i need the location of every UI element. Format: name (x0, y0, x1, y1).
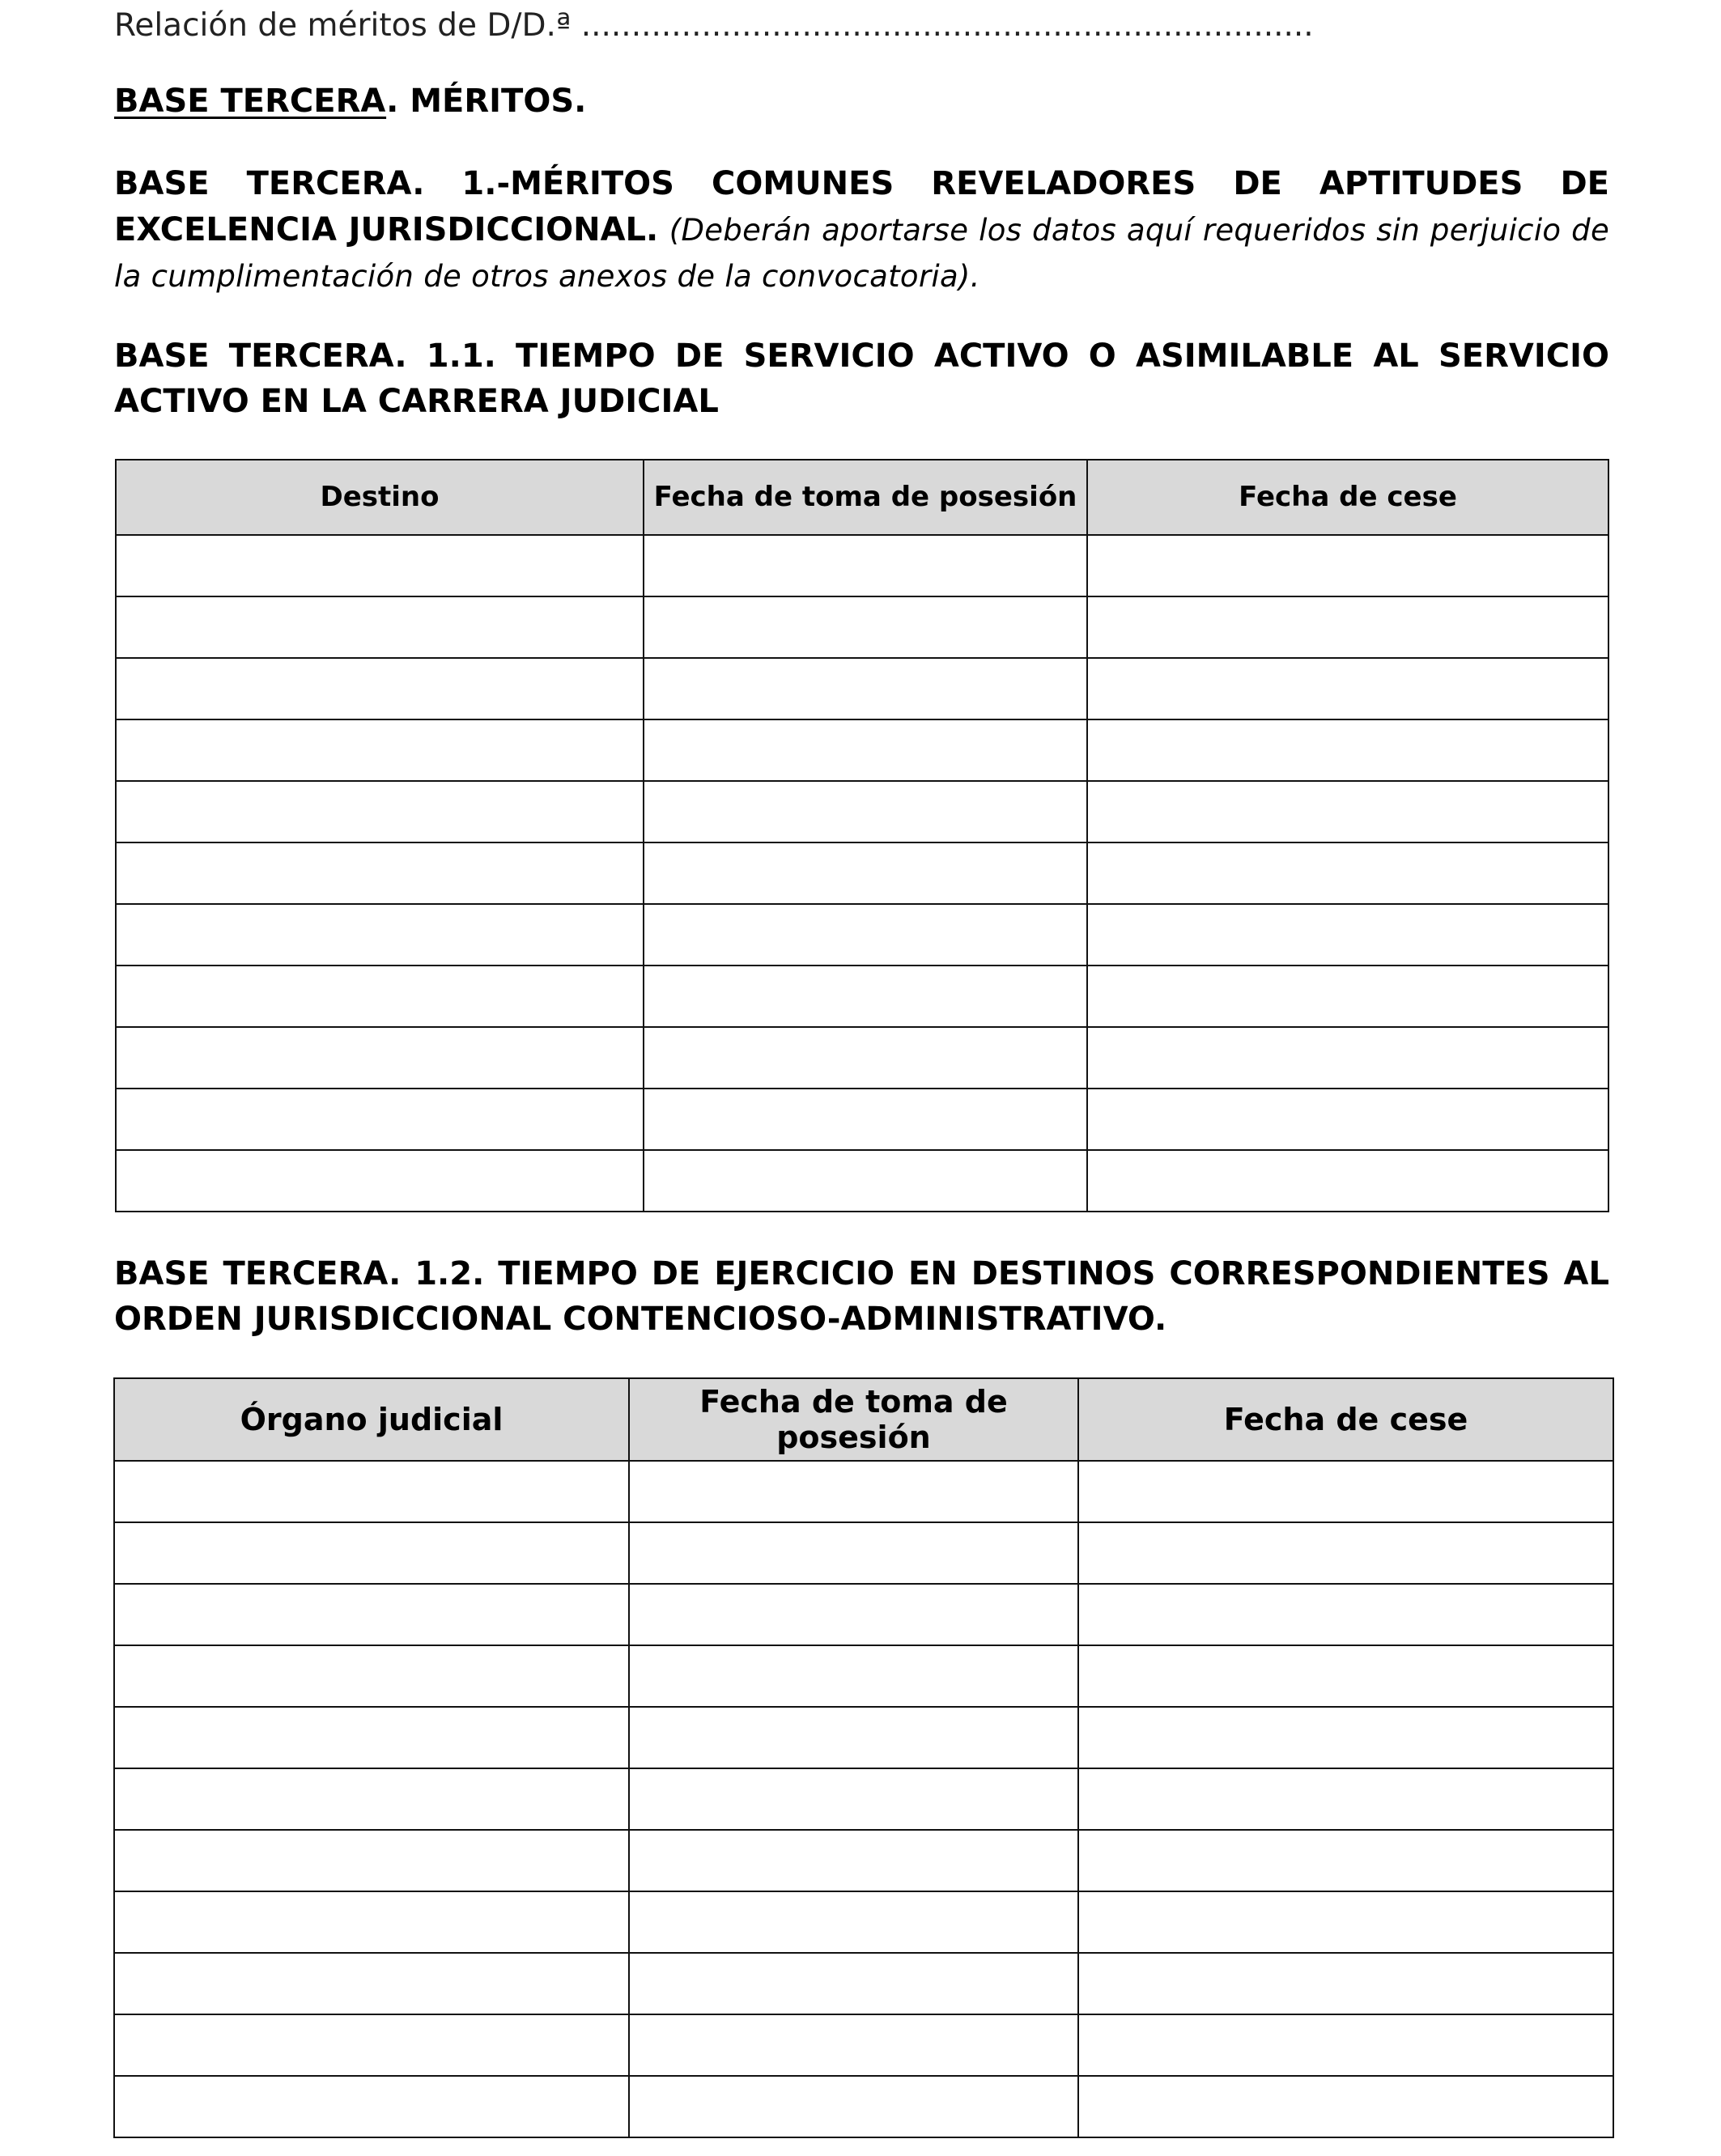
cell-fecha-cese[interactable] (1087, 781, 1608, 842)
cell-destino[interactable] (116, 1150, 644, 1212)
cell-fecha-cese[interactable] (1078, 1891, 1613, 1953)
cell-fecha-toma-posesion[interactable] (629, 1953, 1078, 2014)
cell-fecha-toma-posesion[interactable] (644, 966, 1087, 1027)
cell-fecha-cese[interactable] (1078, 1645, 1613, 1707)
cell-fecha-cese[interactable] (1087, 596, 1608, 658)
table-row (114, 1522, 1613, 1584)
cell-fecha-toma-posesion[interactable] (644, 658, 1087, 719)
table-row (116, 1150, 1608, 1212)
cell-fecha-cese[interactable] (1087, 1150, 1608, 1212)
cell-destino[interactable] (116, 535, 644, 596)
table-row (114, 1830, 1613, 1891)
table-header-row (116, 460, 1608, 535)
cell-fecha-toma-posesion[interactable] (644, 781, 1087, 842)
table-row (114, 1461, 1613, 1522)
cell-fecha-toma-posesion[interactable] (644, 1089, 1087, 1150)
cell-fecha-cese[interactable] (1078, 1707, 1613, 1768)
cell-fecha-cese[interactable] (1078, 1522, 1613, 1584)
table-row (114, 2076, 1613, 2137)
table-row (116, 1089, 1608, 1150)
cell-fecha-toma-posesion[interactable] (629, 1707, 1078, 1768)
cell-fecha-cese[interactable] (1087, 842, 1608, 904)
col-header-fecha-cese: Fecha de cese (1087, 460, 1608, 535)
table-header-row (114, 1378, 1613, 1461)
col-header-destino: Destino (116, 460, 644, 535)
cell-organo-judicial[interactable] (114, 1891, 629, 1953)
cell-fecha-toma-posesion[interactable] (629, 1584, 1078, 1645)
cell-fecha-toma-posesion[interactable] (629, 1830, 1078, 1891)
cell-organo-judicial[interactable] (114, 2014, 629, 2076)
cell-fecha-toma-posesion[interactable] (644, 719, 1087, 781)
table-row (116, 719, 1608, 781)
cell-destino[interactable] (116, 781, 644, 842)
cell-fecha-cese[interactable] (1078, 1953, 1613, 2014)
cell-destino[interactable] (116, 596, 644, 658)
cell-fecha-toma-posesion[interactable] (644, 904, 1087, 966)
relacion-meritos-line: Relación de méritos de D/D.ª ......................................................................... (114, 7, 1314, 44)
table-tiempo-servicio (115, 459, 1609, 1212)
col-header-fecha-toma-posesion: Fecha de toma de posesión (629, 1378, 1078, 1461)
section-1-1-heading: BASE TERCERA. 1.1. TIEMPO DE SERVICIO ACTIVO O ASIMILABLE AL SERVICIO ACTIVO EN LA CARRERA JUDICIAL (114, 337, 1609, 420)
col-header-organo-judicial: Órgano judicial (114, 1378, 629, 1461)
cell-destino[interactable] (116, 842, 644, 904)
table-row (114, 1768, 1613, 1830)
table-row (116, 842, 1608, 904)
cell-fecha-toma-posesion[interactable] (629, 1645, 1078, 1707)
cell-fecha-cese[interactable] (1078, 1768, 1613, 1830)
cell-fecha-cese[interactable] (1078, 2014, 1613, 2076)
table-row (116, 658, 1608, 719)
section-1-2-heading: BASE TERCERA. 1.2. TIEMPO DE EJERCICIO EN DESTINOS CORRESPONDIENTES AL ORDEN JURISDICCIONAL CONTENCIOSO-ADMINISTRATIVO. (114, 1255, 1609, 1338)
cell-destino[interactable] (116, 658, 644, 719)
table-row (114, 1584, 1613, 1645)
table-row (114, 1953, 1613, 2014)
cell-fecha-toma-posesion[interactable] (629, 2014, 1078, 2076)
table-row (114, 1891, 1613, 1953)
table-row (114, 1645, 1613, 1707)
table-row (116, 904, 1608, 966)
table-row (116, 1027, 1608, 1089)
cell-fecha-cese[interactable] (1087, 1027, 1608, 1089)
cell-destino[interactable] (116, 1027, 644, 1089)
cell-organo-judicial[interactable] (114, 1645, 629, 1707)
cell-destino[interactable] (116, 904, 644, 966)
base-tercera-title-rest: . MÉRITOS. (386, 83, 587, 120)
cell-fecha-toma-posesion[interactable] (644, 535, 1087, 596)
cell-organo-judicial[interactable] (114, 1522, 629, 1584)
cell-fecha-cese[interactable] (1087, 966, 1608, 1027)
cell-fecha-cese[interactable] (1078, 1461, 1613, 1522)
cell-fecha-toma-posesion[interactable] (644, 1027, 1087, 1089)
cell-organo-judicial[interactable] (114, 1461, 629, 1522)
table-row (116, 596, 1608, 658)
cell-organo-judicial[interactable] (114, 1830, 629, 1891)
table-body (116, 535, 1608, 1212)
table-tiempo-ejercicio (113, 1377, 1614, 2138)
cell-fecha-cese[interactable] (1087, 658, 1608, 719)
cell-fecha-cese[interactable] (1087, 904, 1608, 966)
cell-organo-judicial[interactable] (114, 1953, 629, 2014)
table-row (114, 2014, 1613, 2076)
cell-fecha-toma-posesion[interactable] (629, 1891, 1078, 1953)
section-1-note: (Deberán aportarse los datos aquí requeridos sin perjuicio de la cumplimentación de otros anexos de la convocatoria). (114, 213, 1610, 294)
table-row (114, 1707, 1613, 1768)
base-tercera-title (114, 79, 1609, 124)
cell-destino[interactable] (116, 966, 644, 1027)
cell-organo-judicial[interactable] (114, 1768, 629, 1830)
table-row (116, 535, 1608, 596)
section-1-paragraph (114, 161, 1609, 299)
cell-fecha-cese[interactable] (1087, 719, 1608, 781)
cell-fecha-cese[interactable] (1078, 1584, 1613, 1645)
cell-destino[interactable] (116, 1089, 644, 1150)
col-header-fecha-cese: Fecha de cese (1078, 1378, 1613, 1461)
cell-fecha-toma-posesion[interactable] (644, 842, 1087, 904)
cell-fecha-cese[interactable] (1087, 535, 1608, 596)
cell-fecha-toma-posesion[interactable] (629, 1768, 1078, 1830)
cell-fecha-cese[interactable] (1087, 1089, 1608, 1150)
cell-fecha-toma-posesion[interactable] (644, 1150, 1087, 1212)
table-body (114, 1461, 1613, 2137)
cell-fecha-toma-posesion[interactable] (644, 596, 1087, 658)
cell-fecha-toma-posesion[interactable] (629, 1461, 1078, 1522)
cell-fecha-toma-posesion[interactable] (629, 2076, 1078, 2137)
cell-fecha-cese[interactable] (1078, 2076, 1613, 2137)
base-tercera-title-underlined: BASE TERCERA (114, 83, 387, 120)
cell-organo-judicial[interactable] (114, 1707, 629, 1768)
cell-organo-judicial[interactable] (114, 1584, 629, 1645)
col-header-fecha-toma-posesion: Fecha de toma de posesión (644, 460, 1087, 535)
cell-fecha-cese[interactable] (1078, 1830, 1613, 1891)
table-row (116, 966, 1608, 1027)
section-1-heading: BASE TERCERA. 1.-MÉRITOS COMUNES REVELADORES DE APTITUDES DE EXCELENCIA JURISDICCIONAL. (114, 165, 1609, 248)
cell-destino[interactable] (116, 719, 644, 781)
cell-organo-judicial[interactable] (114, 2076, 629, 2137)
table-row (116, 781, 1608, 842)
cell-fecha-toma-posesion[interactable] (629, 1522, 1078, 1584)
